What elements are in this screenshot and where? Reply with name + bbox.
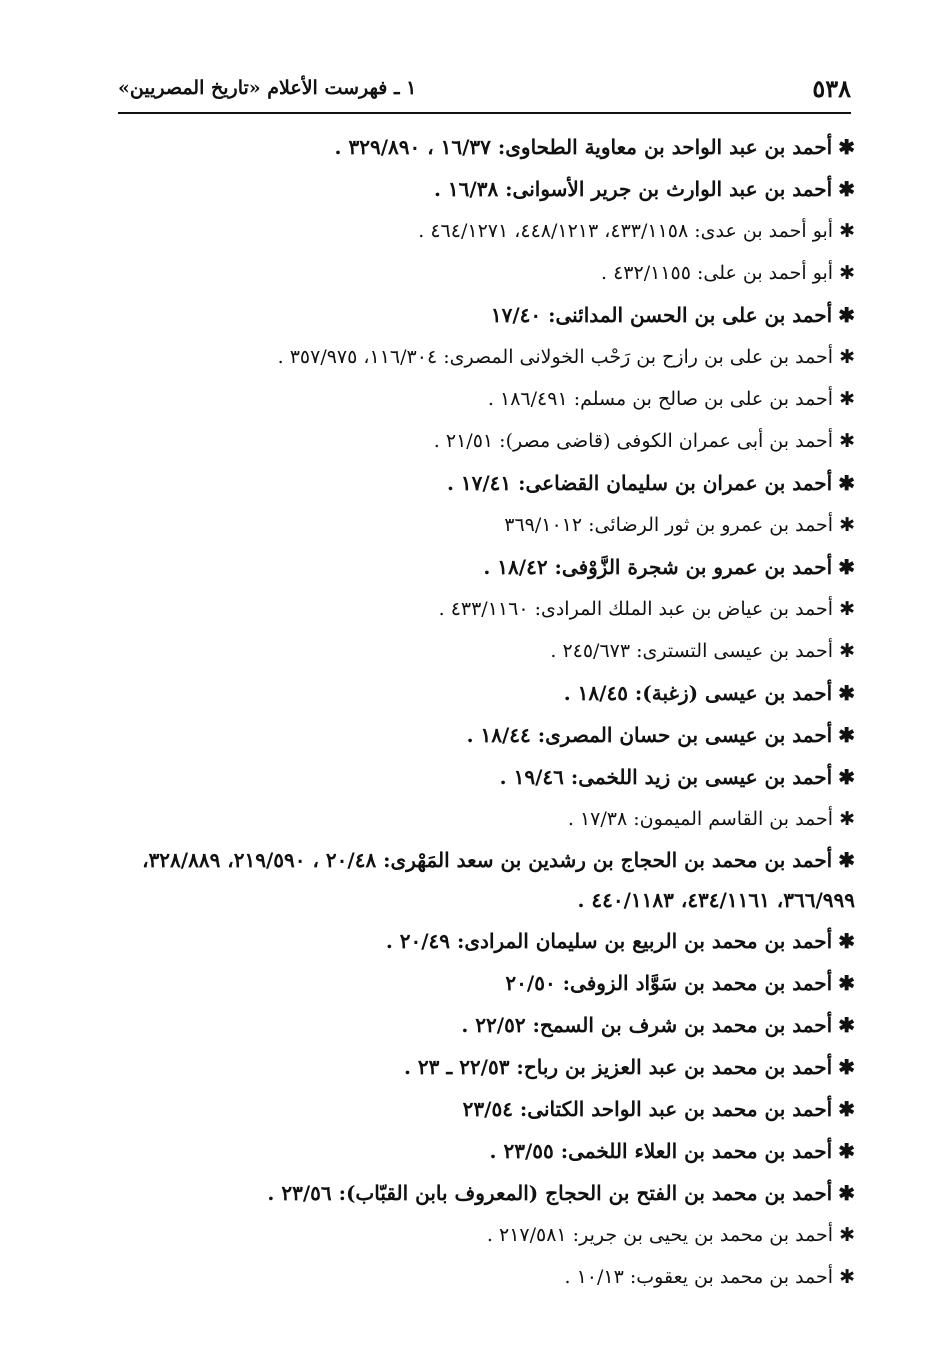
asterisk-icon: ✱ bbox=[838, 471, 855, 495]
index-entry bbox=[100, 1088, 855, 1130]
entry-text: أحمد بن القاسم الميمون: ١٧/٣٨ . bbox=[567, 808, 834, 830]
index-entry bbox=[100, 1172, 855, 1214]
asterisk-icon: ✱ bbox=[838, 848, 855, 872]
asterisk-icon: ✱ bbox=[839, 220, 855, 242]
entry-text: أحمد بن عيسى بن زيد اللخمى: ١٩/٤٦ . bbox=[499, 765, 833, 789]
index-entry bbox=[100, 588, 855, 630]
entry-text: أحمد بن محمد بن شرف بن السمح: ٢٢/٥٢ . bbox=[461, 1013, 833, 1037]
entry-text: أحمد بن عياض بن عبد الملك المرادى: ٤٣٣/١١٦٠ . bbox=[438, 598, 834, 620]
asterisk-icon: ✱ bbox=[838, 177, 855, 201]
entry-text: أبو أحمد بن عدى: ٤٣٣/١١٥٨، ٤٤٨/١٢١٣، ٤٦٤/١٢٧١ . bbox=[418, 220, 834, 242]
index-entry bbox=[100, 630, 855, 672]
asterisk-icon: ✱ bbox=[838, 681, 855, 705]
asterisk-icon: ✱ bbox=[838, 303, 855, 327]
asterisk-icon: ✱ bbox=[838, 1139, 855, 1163]
entry-text: أحمد بن على بن الحسن المدائنى: ١٧/٤٠ bbox=[490, 303, 833, 327]
entry-text: أحمد بن محمد بن الحجاج بن رشدين بن سعد المَهْرى: ٢٠/٤٨ ، ٢١٩/٥٩٠، ٣٢٨/٨٨٩، ٣٦٦/٩٩٩، ٤٣٤/١١٦١، ٤٤٠/١١٨٣ . bbox=[142, 848, 855, 912]
entry-text: أحمد بن محمد بن عبد العزيز بن رباح: ٢٢/٥٣ ـ ٢٣ . bbox=[403, 1055, 833, 1079]
index-entry bbox=[100, 1046, 855, 1088]
asterisk-icon: ✱ bbox=[839, 598, 855, 620]
index-entry bbox=[100, 756, 855, 798]
entry-text: أحمد بن عيسى (زغبة): ١٨/٤٥ . bbox=[563, 681, 833, 705]
entry-text: أحمد بن على بن رازح بن رَحْب الخولانى المصرى: ١١٦/٣٠٤، ٣٥٧/٩٧٥ . bbox=[277, 346, 834, 368]
asterisk-icon: ✱ bbox=[839, 514, 855, 536]
index-entry bbox=[100, 294, 855, 336]
entry-text: أحمد بن محمد بن عبد الواحد الكتانى: ٢٣/٥٤ bbox=[462, 1097, 833, 1121]
entry-text: أحمد بن عبد الواحد بن معاوية الطحاوى: ١٦/٣٧ ، ٣٢٩/٨٩٠ . bbox=[334, 135, 833, 159]
asterisk-icon: ✱ bbox=[838, 929, 855, 953]
entry-text: أحمد بن عمران بن سليمان القضاعى: ١٧/٤١ . bbox=[446, 471, 833, 495]
index-entry bbox=[100, 168, 855, 210]
asterisk-icon: ✱ bbox=[838, 723, 855, 747]
asterisk-icon: ✱ bbox=[838, 765, 855, 789]
asterisk-icon: ✱ bbox=[838, 1055, 855, 1079]
asterisk-icon: ✱ bbox=[838, 135, 855, 159]
index-entry bbox=[100, 920, 855, 962]
index-entry bbox=[100, 126, 855, 168]
asterisk-icon: ✱ bbox=[839, 1266, 855, 1288]
index-entry bbox=[100, 672, 855, 714]
index-entry bbox=[100, 962, 855, 1004]
index-entries bbox=[100, 126, 855, 1298]
entry-text: أحمد بن عيسى التسترى: ٢٤٥/٦٧٣ . bbox=[550, 640, 834, 662]
index-entry bbox=[100, 336, 855, 378]
index-entry bbox=[100, 546, 855, 588]
asterisk-icon: ✱ bbox=[838, 1097, 855, 1121]
entry-text: أحمد بن عيسى بن حسان المصرى: ١٨/٤٤ . bbox=[466, 723, 833, 747]
index-entry bbox=[100, 462, 855, 504]
index-entry bbox=[100, 1130, 855, 1172]
index-entry bbox=[100, 1004, 855, 1046]
index-entry bbox=[100, 252, 855, 294]
entry-text: أحمد بن محمد بن الفتح بن الحجاج (المعروف بابن القبّاب): ٢٣/٥٦ . bbox=[267, 1181, 833, 1205]
index-entry bbox=[100, 420, 855, 462]
entry-text: أحمد بن عمرو بن ثور الرضائى: ٣٦٩/١٠١٢ bbox=[504, 514, 834, 536]
entry-text: أحمد بن محمد بن يعقوب: ١٠/١٣ . bbox=[564, 1266, 834, 1288]
asterisk-icon: ✱ bbox=[839, 430, 855, 452]
running-title: ١ ـ فهرست الأعلام «تاريخ المصريين» bbox=[118, 77, 417, 99]
asterisk-icon: ✱ bbox=[838, 1181, 855, 1205]
index-entry bbox=[100, 210, 855, 252]
entry-text: أحمد بن محمد بن يحيى بن جرير: ٢١٧/٥٨١ . bbox=[486, 1224, 834, 1246]
entry-text: أحمد بن عمرو بن شجرة الزَّوْفى: ١٨/٤٢ . bbox=[483, 555, 833, 579]
header-rule bbox=[118, 112, 851, 114]
asterisk-icon: ✱ bbox=[839, 346, 855, 368]
entry-text: أبو أحمد بن على: ٤٣٢/١١٥٥ . bbox=[601, 262, 834, 284]
asterisk-icon: ✱ bbox=[838, 1013, 855, 1037]
asterisk-icon: ✱ bbox=[839, 388, 855, 410]
index-entry bbox=[100, 504, 855, 546]
asterisk-icon: ✱ bbox=[839, 1224, 855, 1246]
asterisk-icon: ✱ bbox=[839, 808, 855, 830]
index-entry bbox=[100, 840, 855, 920]
asterisk-icon: ✱ bbox=[839, 262, 855, 284]
entry-text: أحمد بن محمد بن العلاء اللخمى: ٢٣/٥٥ . bbox=[489, 1139, 833, 1163]
index-entry bbox=[100, 1256, 855, 1298]
index-entry bbox=[100, 798, 855, 840]
asterisk-icon: ✱ bbox=[839, 640, 855, 662]
index-entry bbox=[100, 1214, 855, 1256]
entry-text: أحمد بن محمد بن الربيع بن سليمان المرادى: ٢٠/٤٩ . bbox=[385, 929, 833, 953]
index-entry bbox=[100, 378, 855, 420]
entry-text: أحمد بن عبد الوارث بن جرير الأسوانى: ١٦/٣٨ . bbox=[433, 177, 833, 201]
index-entry bbox=[100, 714, 855, 756]
entry-text: أحمد بن أبى عمران الكوفى (قاضى مصر): ٢١/٥١ . bbox=[433, 430, 834, 452]
entry-text: أحمد بن محمد بن سَوَّاد الزوفى: ٢٠/٥٠ bbox=[505, 971, 833, 995]
page-number: ٥٣٨ bbox=[812, 73, 851, 103]
asterisk-icon: ✱ bbox=[838, 971, 855, 995]
entry-text: أحمد بن على بن صالح بن مسلم: ١٨٦/٤٩١ . bbox=[487, 388, 834, 410]
page-header bbox=[118, 70, 851, 106]
asterisk-icon: ✱ bbox=[838, 555, 855, 579]
